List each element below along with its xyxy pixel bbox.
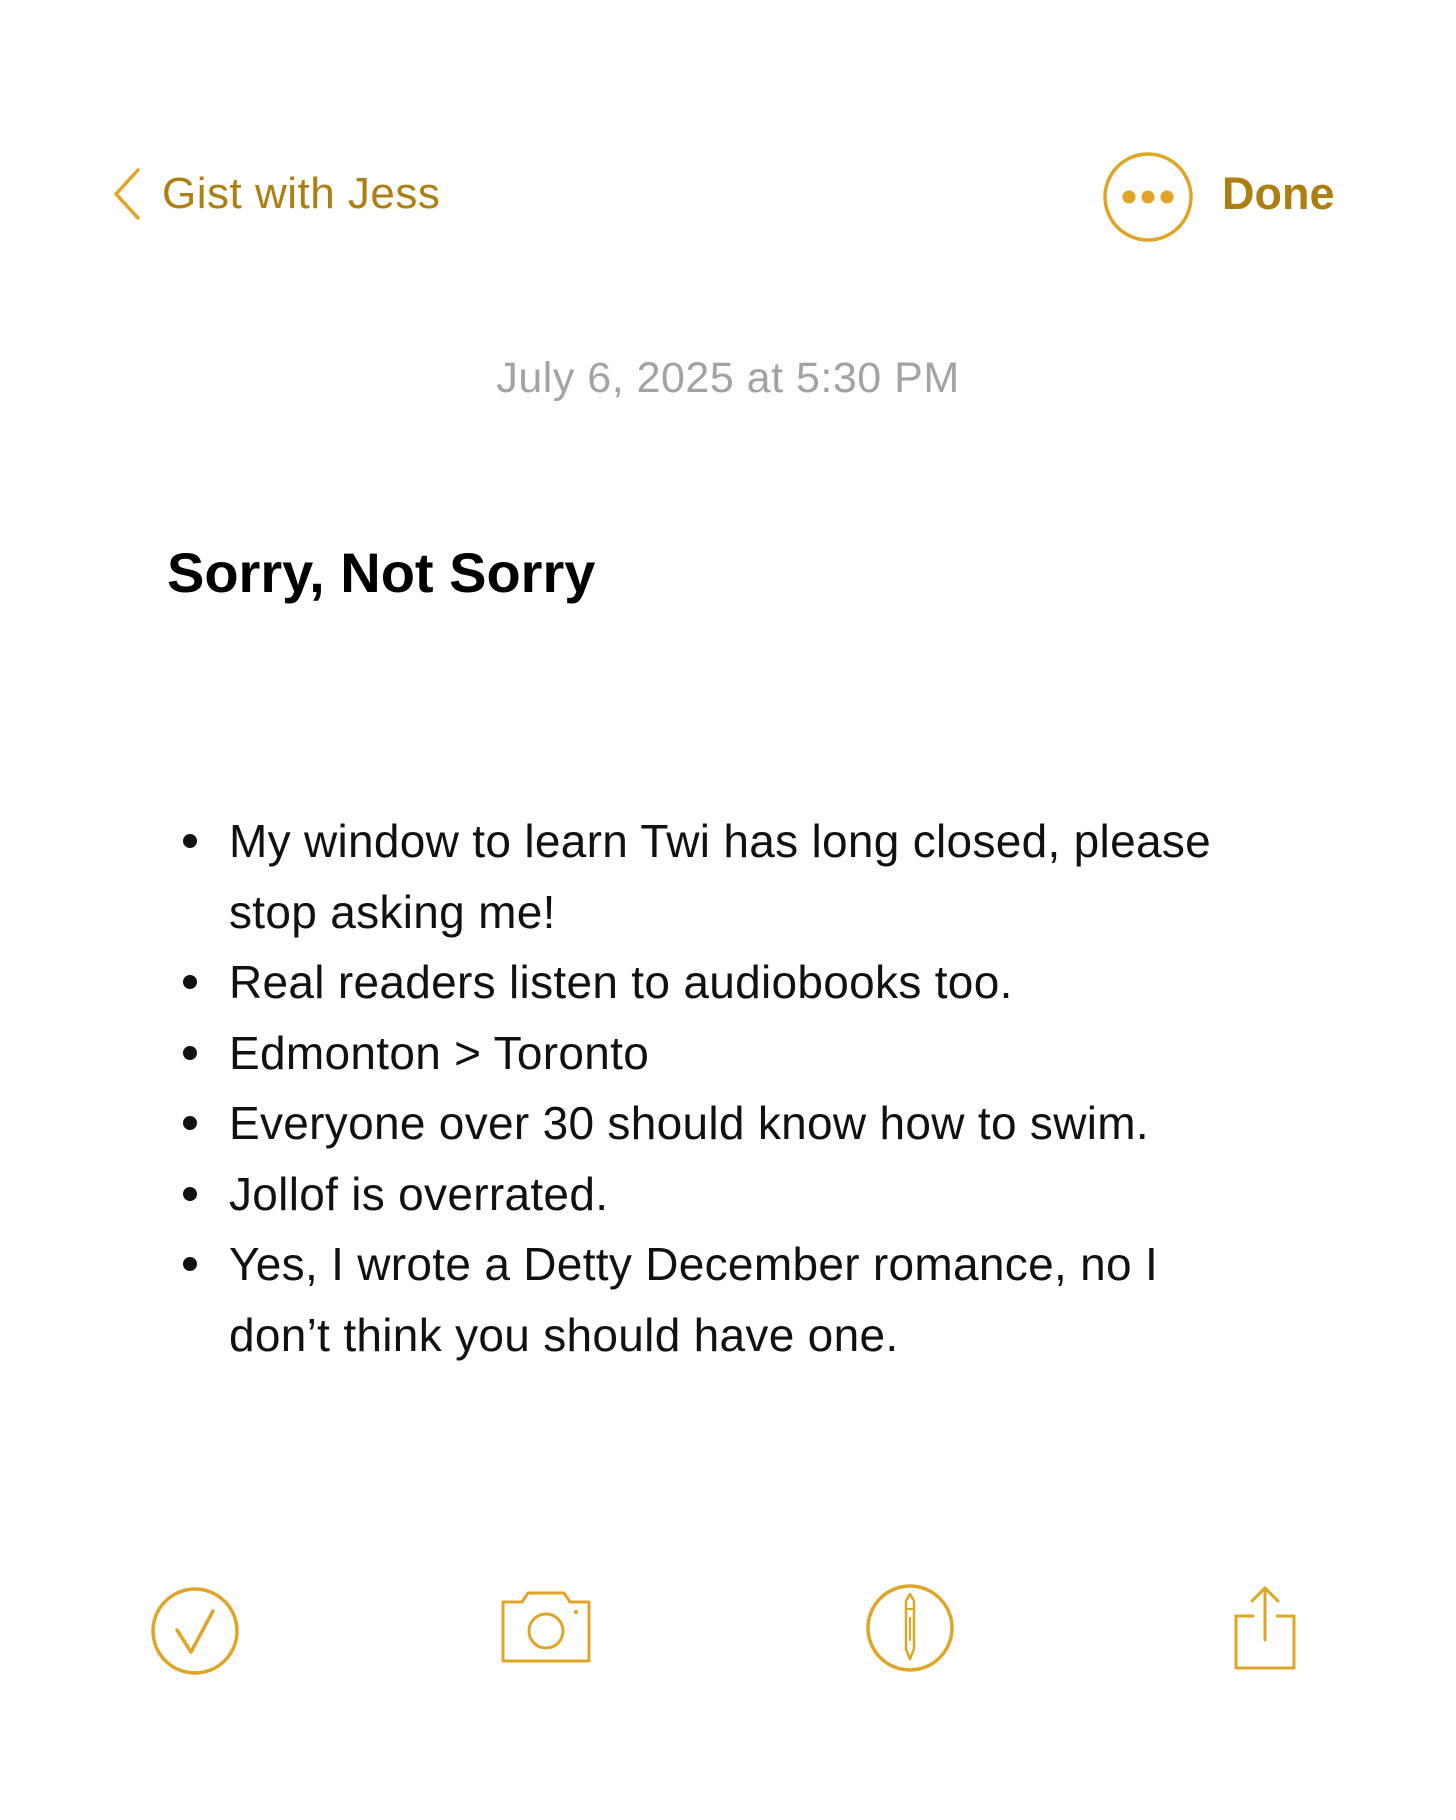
bullet-icon xyxy=(183,1116,197,1130)
back-button[interactable] xyxy=(112,166,440,222)
share-icon xyxy=(1232,1585,1298,1671)
more-options-button[interactable] xyxy=(1102,151,1194,243)
list-item-text: Everyone over 30 should know how to swim. xyxy=(229,1097,1149,1149)
done-button[interactable]: Done xyxy=(1222,168,1335,219)
list-item-text: Jollof is overrated. xyxy=(229,1167,609,1220)
list-item[interactable] xyxy=(167,947,1247,1018)
camera-button[interactable] xyxy=(500,1590,592,1664)
chevron-left-icon xyxy=(112,166,142,222)
note-bullet-list[interactable] xyxy=(167,806,1247,1370)
list-item[interactable] xyxy=(167,1018,1247,1089)
list-item[interactable] xyxy=(167,1088,1247,1159)
list-item[interactable] xyxy=(167,1159,1247,1230)
list-item-text: My window to learn Twi has long closed, please stop asking me! xyxy=(229,815,1212,938)
bullet-icon xyxy=(183,975,197,989)
markup-pen-icon xyxy=(865,1583,955,1673)
list-item[interactable] xyxy=(167,806,1247,947)
back-button-label: Gist with Jess xyxy=(162,169,441,218)
list-item-text: Real readers listen to audiobooks too. xyxy=(229,956,1013,1008)
camera-icon xyxy=(500,1590,592,1664)
list-item[interactable] xyxy=(167,1229,1247,1370)
bullet-icon xyxy=(183,1046,197,1060)
bullet-icon xyxy=(183,1257,197,1271)
bullet-icon xyxy=(183,834,197,848)
list-item-text: Edmonton > Toronto xyxy=(229,1026,650,1079)
checklist-button[interactable] xyxy=(150,1586,240,1676)
note-timestamp: July 6, 2025 at 5:30 PM xyxy=(496,354,960,402)
markup-button[interactable] xyxy=(865,1583,955,1673)
ellipsis-circle-icon xyxy=(1102,151,1194,243)
share-button[interactable] xyxy=(1232,1585,1298,1671)
list-item-text: Yes, I wrote a Detty December romance, no I don’t think you should have one. xyxy=(229,1238,1159,1361)
note-title[interactable]: Sorry, Not Sorry xyxy=(167,541,596,604)
checklist-icon xyxy=(150,1586,240,1676)
bullet-icon xyxy=(183,1187,197,1201)
